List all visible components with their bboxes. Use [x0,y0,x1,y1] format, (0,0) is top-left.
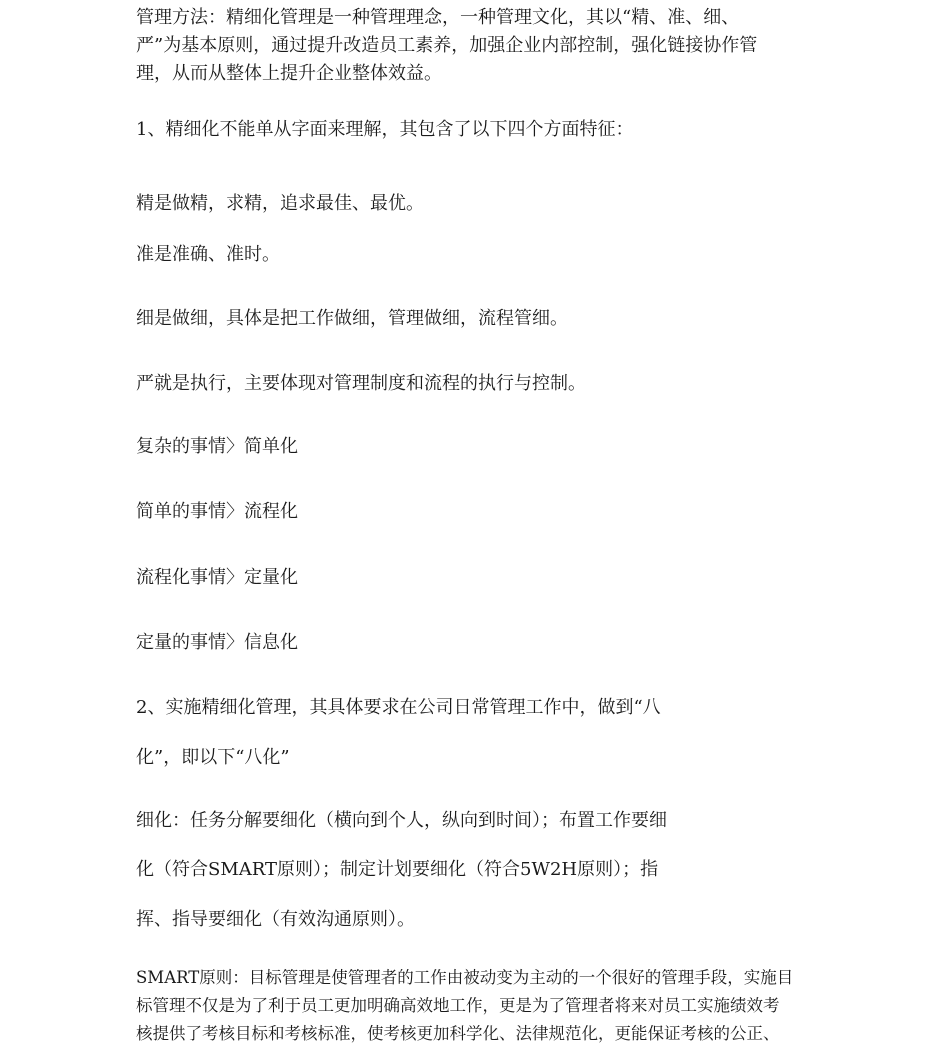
step-line: 简单的事情〉流程化 [136,501,298,522]
feature-line: 精是做精，求精，追求最佳、最优。 [136,193,424,214]
feature-line: 严就是执行，主要体现对管理制度和流程的执行与控制。 [136,373,586,394]
intro-line: 理，从而从整体上提升企业整体效益。 [136,63,442,84]
section2-heading-line: 化”，即以下“八化” [136,747,290,768]
smart-line: SMART原则：目标管理是使管理者的工作由被动变为主动的一个很好的管理手段，实施目 [136,968,794,987]
intro-line: 管理方法：精细化管理是一种管理理念，一种管理文化，其以“精、准、细、 [136,7,740,28]
intro-paragraph [136,4,816,88]
step-line: 流程化事情〉定量化 [136,567,298,588]
smart-line: 标管理不仅是为了利于员工更加明确高效地工作，更是为了管理者将来对员工实施绩效考 [136,996,780,1015]
smart-line: 核提供了考核目标和考核标准，使考核更加科学化、法律规范化，更能保证考核的公正、 [136,1024,780,1043]
intro-line: 严”为基本原则，通过提升改造员工素养，加强企业内部控制，强化链接协作管 [136,35,758,56]
detail-line: 挥、指导要细化（有效沟通原则）。 [136,909,415,930]
section2-heading-line: 2、实施精细化管理，其具体要求在公司日常管理工作中，做到“八 [136,697,661,718]
detail-line: 细化：任务分解要细化（横向到个人，纵向到时间）；布置工作要细 [136,810,667,831]
feature-line: 细是做细，具体是把工作做细，管理做细，流程管细。 [136,308,568,329]
step-line: 定量的事情〉信息化 [136,632,298,653]
section1-heading: 1、精细化不能单从字面来理解，其包含了以下四个方面特征： [136,119,634,140]
step-line: 复杂的事情〉简单化 [136,436,298,457]
detail-line: 化（符合SMART原则）；制定计划要细化（符合5W2H原则）；指 [136,859,659,880]
smart-paragraph [136,964,816,1048]
feature-line: 准是准确、准时。 [136,244,280,265]
